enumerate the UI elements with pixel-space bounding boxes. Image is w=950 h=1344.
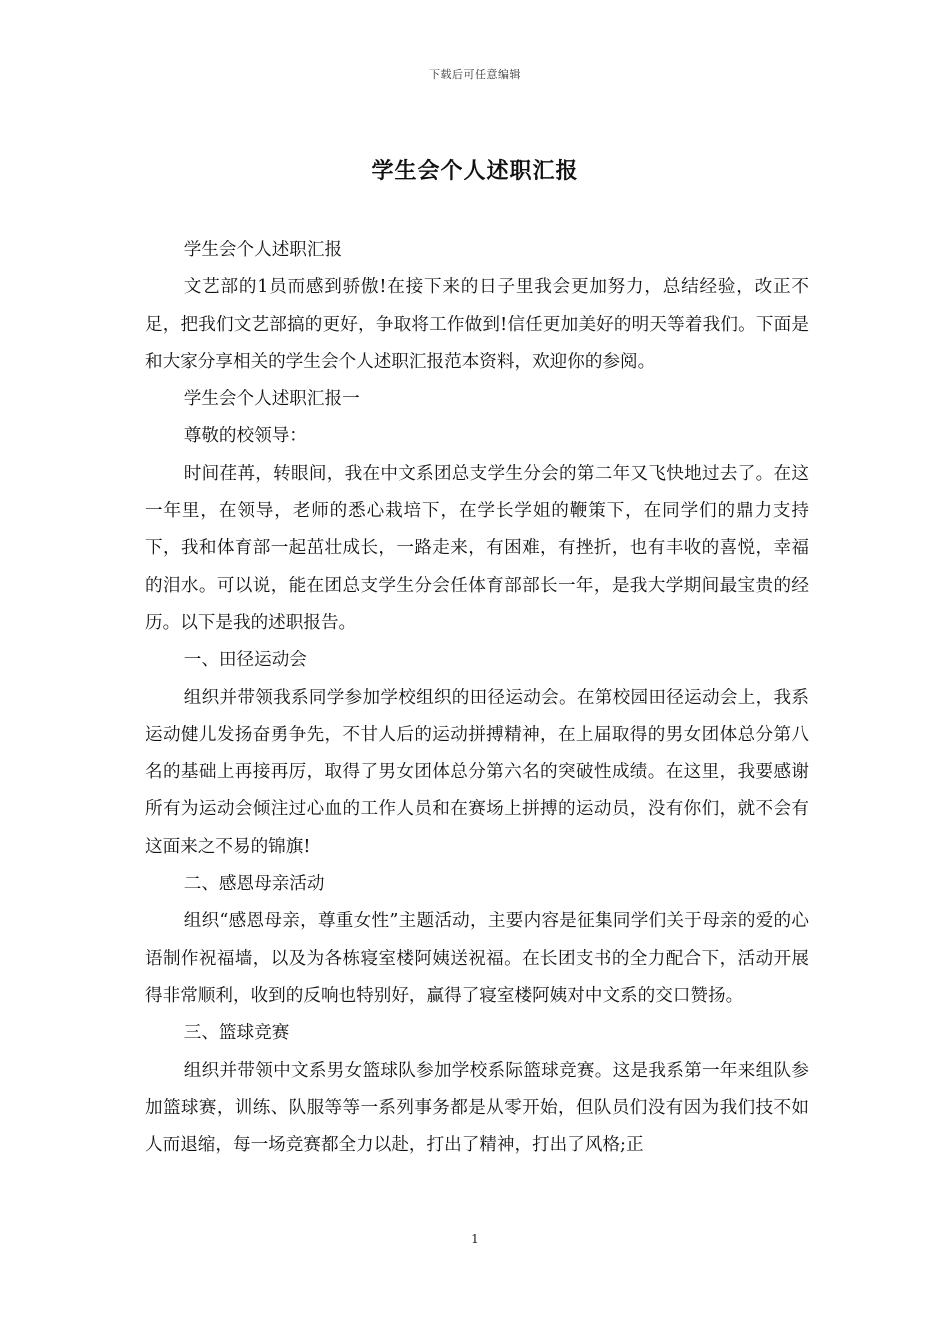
body-paragraph-intro: 文艺部的1员而感到骄傲!在接下来的日子里我会更加努力，总结经验，改正不足，把我们文艺部搞的更好，争取将工作做到!信任更加美好的明天等着我们。下面是和大家分享相关的学生会个人述职汇报范本资料，欢迎你的参阅。 [145,277,809,372]
body-paragraph-opening: 时间荏苒，转眼间，我在中文系团总支学生分会的第二年又飞快地过去了。在这一年里，在领导，老师的悉心栽培下，在学长学姐的鞭策下，在同学们的鼎力支持下，我和体育部一起茁壮成长，一路走来，有困难，有挫折，也有丰收的喜悦，幸福的泪水。可以说，能在团总支学生分会任体育部部长一年，是我大学期间最宝贵的经历。以下是我的述职报告。 [145,463,809,633]
section-heading-basketball: 三、篮球竞赛 [183,1023,290,1044]
header-note: 下载后可任意编辑 [429,68,521,81]
body-paragraph-report-heading: 学生会个人述职汇报一 [183,389,360,410]
document-title: 学生会个人述职汇报 [371,158,579,184]
body-paragraph-salutation: 尊敬的校领导： [183,426,307,447]
body-paragraph-basketball: 组织并带领中文系男女篮球队参加学校系际篮球竞赛。这是我系第一年来组队参加篮球赛，训练、队服等等一系列事务都是从零开始，但队员们没有因为我们技不如人而退缩，每一场竞赛都全力以赴，打出了精神，打出了风格;正 [145,1060,809,1156]
body-paragraph-mother-activity: 组织“感恩母亲，尊重女性”主题活动，主要内容是征集同学们关于母亲的爱的心语制作祝福墙，以及为各栋寝室楼阿姨送祝福。在长团支书的全力配合下，活动开展得非常顺利，收到的反响也特别好，赢得了寝室楼阿姨对中文系的交口赞扬。 [145,911,809,1006]
page-number: 1 [471,1232,479,1246]
body-paragraph-subtitle: 学生会个人述职汇报 [183,240,343,260]
section-heading-track-meet: 一、田径运动会 [183,650,307,671]
document-body [145,232,809,1164]
body-paragraph-track-meet: 组织并带领我系同学参加学校组织的田径运动会。在第校园田径运动会上，我系运动健儿发扬奋勇争先，不甘人后的运动拼搏精神，在上届取得的男女团体总分第八名的基础上再接再厉，取得了男女团体总分第六名的突破性成绩。在这里，我要感谢所有为运动会倾注过心血的工作人员和在赛场上拼搏的运动员，没有你们，就不会有这面来之不易的锦旗! [145,687,809,857]
section-heading-mother-activity: 二、感恩母亲活动 [183,874,325,895]
